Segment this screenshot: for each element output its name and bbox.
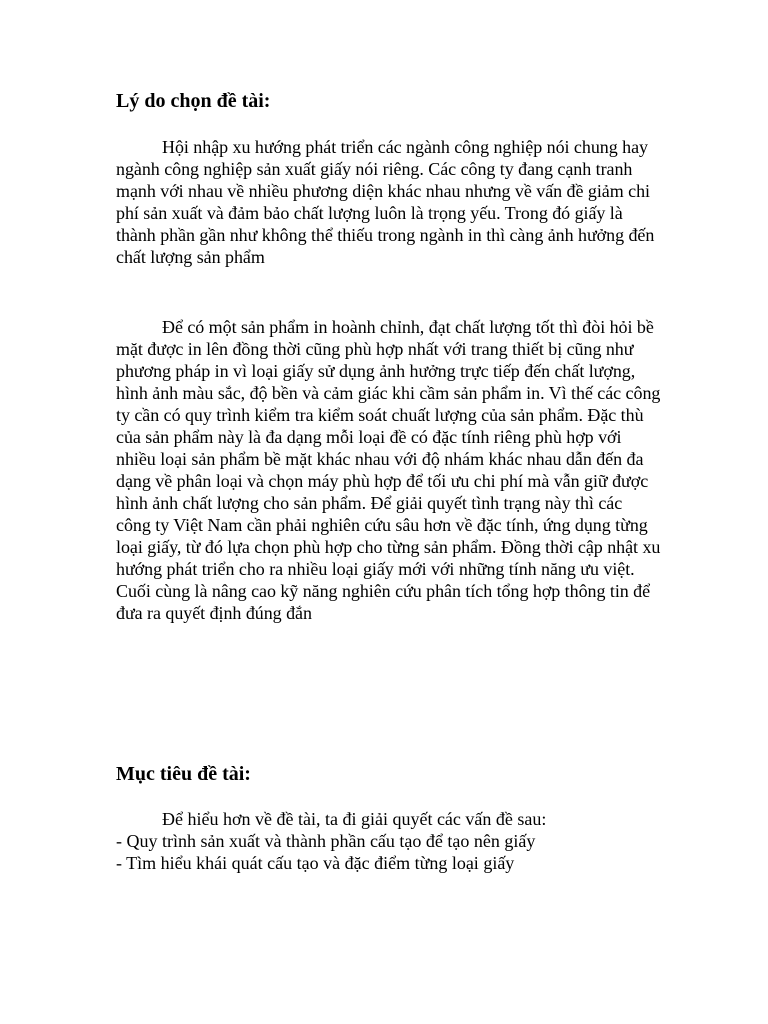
objective-list (116, 808, 661, 874)
objective-intro: Để hiểu hơn về đề tài, ta đi giải quyết các vấn đề sau: (162, 809, 547, 829)
section-heading-reason: Lý do chọn đề tài: (116, 90, 271, 112)
objective-item-1: - Quy trình sản xuất và thành phần cấu tạo để tạo nên giấy (116, 831, 536, 851)
section-objective (116, 762, 661, 786)
paragraph-integration (116, 136, 661, 268)
paragraph-quality (116, 316, 661, 624)
section-reason (116, 89, 661, 113)
paragraph-2: Để có một sản phẩm in hoành chỉnh, đạt chất lượng tốt thì đòi hỏi bề mặt được in lên đồng thời cũng phù hợp nhất với trang thiết bị cũng như phương pháp in vì loại giấy sử dụng ảnh hưởng trực tiếp đến chất lượng, hình ảnh màu sắc, độ bền và cảm giác khi cầm sản phẩm in. Vì thế các công ty cần có quy trình kiểm tra kiểm soát chuất lượng của sản phẩm. Đặc thù của sản phẩm này là đa dạng mỗi loại đề có đặc tính riêng phù hợp với nhiều loại sản phẩm bề mặt khác nhau với độ nhám khác nhau dẫn đến đa dạng về phân loại và chọn máy phù hợp để tối ưu chi phí mà vẫn giữ được hình ảnh chất lượng cho sản phẩm. Để giải quyết tình trạng này thì các công ty Việt Nam cần phải nghiên cứu sâu hơn về đặc tính, ứng dụng từng loại giấy, từ đó lựa chọn phù hợp cho từng sản phẩm. Đồng thời cập nhật xu hướng phát triển cho ra nhiều loại giấy mới với những tính năng ưu việt. Cuối cùng là nâng cao kỹ năng nghiên cứu phân tích tổng hợp thông tin để đưa ra quyết định đúng đắn (116, 317, 661, 623)
section-heading-objective: Mục tiêu đề tài: (116, 763, 251, 785)
objective-item-2: - Tìm hiểu khái quát cấu tạo và đặc điểm từng loại giấy (116, 853, 515, 873)
paragraph-1: Hội nhập xu hướng phát triển các ngành công nghiệp nói chung hay ngành công nghiệp sản xuất giấy nói riêng. Các công ty đang cạnh tranh mạnh với nhau về nhiều phương diện khác nhau nhưng về vấn đề giảm chi phí sản xuất và đảm bảo chất lượng luôn là trọng yếu. Trong đó giấy là thành phần gần như không thể thiếu trong ngành in thì càng ảnh hưởng đến chất lượng sản phẩm (116, 137, 655, 267)
